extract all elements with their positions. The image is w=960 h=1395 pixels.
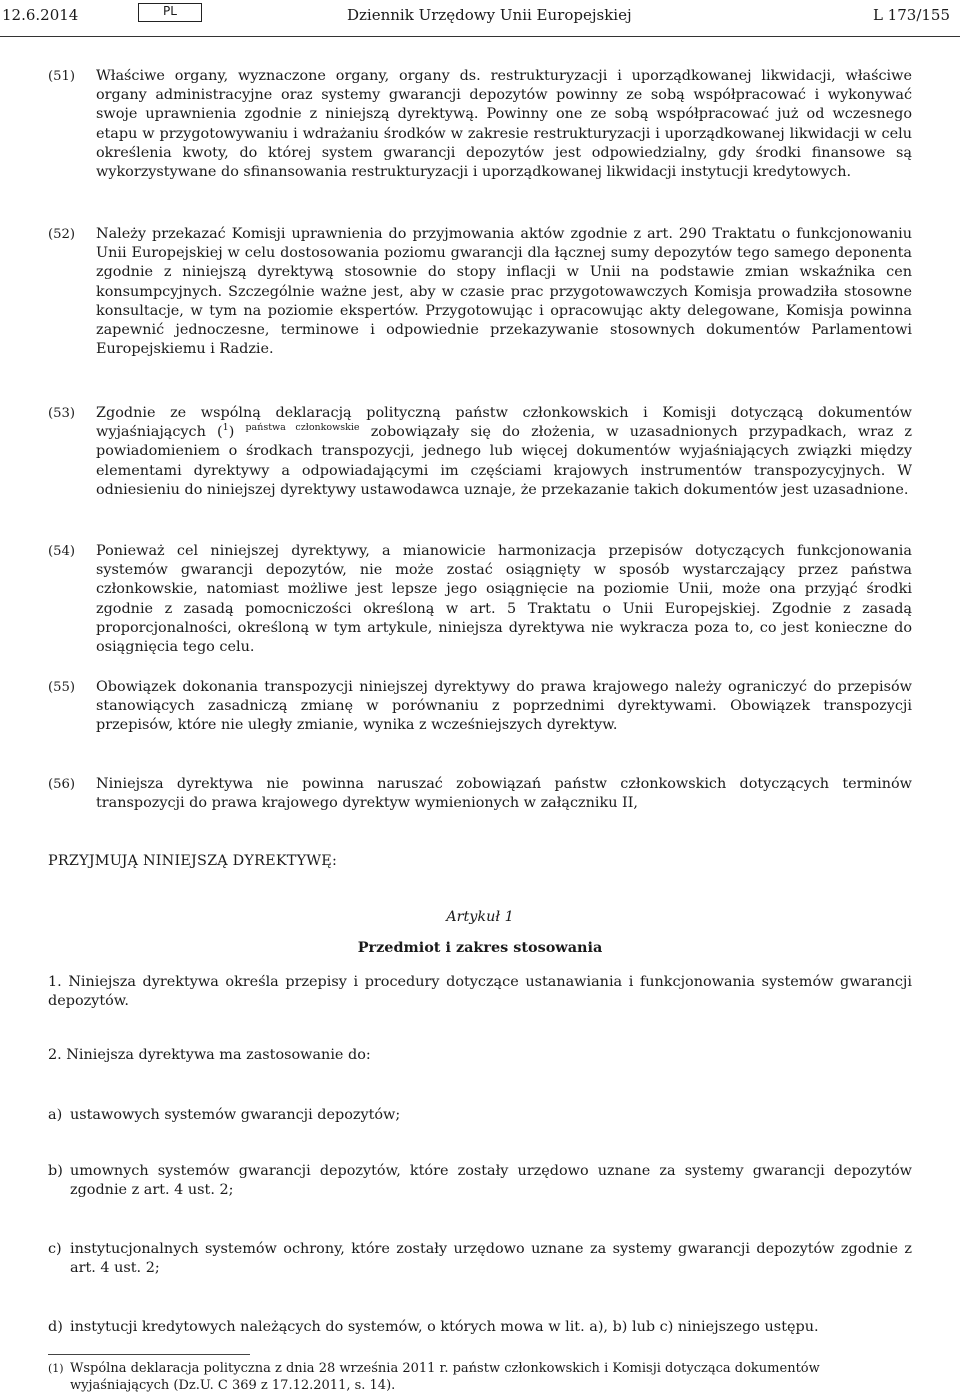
list-item-d — [48, 1318, 912, 1337]
list-item-a — [48, 1106, 912, 1125]
recital-number: (54) — [48, 544, 76, 559]
footnote-rule — [48, 1354, 250, 1355]
list-item-c — [48, 1240, 912, 1278]
superscript-insertion: państwa członkowskie — [245, 422, 360, 434]
recital-51 — [48, 67, 912, 182]
recital-number: (53) — [48, 406, 76, 421]
list-item-text: instytucjonalnych systemów ochrony, które zostały urzędowo uznane za systemy gwarancji depozytów zgodnie z art. 4 ust. 2; — [70, 1241, 912, 1277]
list-item-text: ustawowych systemów gwarancji depozytów; — [70, 1107, 401, 1123]
list-item-label: a) — [48, 1107, 63, 1123]
language-badge: PL — [138, 3, 202, 22]
recital-text: Należy przekazać Komisji uprawnienia do przyjmowania aktów zgodnie z art. 290 Traktatu o funkcjonowaniu Unii Europejskiej w celu dostosowania poziomu gwarancji dla łącznej sumy depozytów tego samego deponenta zgodnie z niniejszą dyrektywą stosownie do stopy inflacji w Unii na podstawie zmian wskaźnika cen konsumpcyjnych. Szczególnie ważne jest, aby w czasie prac przygotowawczych Komisja prowadziła stosowne konsultacje, w tym na poziomie ekspertów. Przygotowując i opracowując akty delegowane, Komisja powinna zapewnić jednoczesne, terminowe i odpowiednie przekazywanie stosownych dokumentów Parlamentowi Europejskiemu i Radzie. — [96, 226, 912, 358]
article-title: Artykuł 1 — [446, 909, 514, 925]
recital-text-rest: zobowiązały się do złożenia, w uzasadnionych przypadkach, wraz z powiadomieniem o środkach transpozycji, jednego lub więcej dokumentów wyjaśniających związki między elementami dyrektywy a odpowiadającymi im częściami krajowych instrumentów transpozycyjnych. W odniesieniu do niniejszej dyrektywy ustawodawca uznaje, że przekazanie takich dokumentów jest uzasadnione. — [96, 424, 913, 498]
recital-number: (56) — [48, 777, 76, 792]
journal-title: Dziennik Urzędowy Unii Europejskiej — [347, 6, 632, 24]
recital-text: Niniejsza dyrektywa nie powinna naruszać zobowiązań państw członkowskich dotyczących terminów transpozycji do prawa krajowego dyrektyw wymienionych w załączniku II, — [96, 776, 912, 812]
recital-54 — [48, 542, 912, 657]
list-item-text: umownych systemów gwarancji depozytów, które zostały urzędowo uznane za systemy gwarancji depozytów zgodnie z art. 4 ust. 2; — [70, 1163, 912, 1199]
adoption-formula: PRZYJMUJĄ NINIEJSZĄ DYREKTYWĘ: — [48, 853, 338, 869]
recital-text-start: Zgodnie ze wspólną deklaracją polityczną państw członkowskich i Komisji dotyczącą dokumentów wyjaśniających ( — [96, 405, 912, 441]
footnote-mark: (1) — [48, 1362, 64, 1375]
recital-text: Ponieważ cel niniejszej dyrektywy, a mianowicie harmonizacja przepisów dotyczących funkcjonowania systemów gwarancji depozytów, nie może zostać osiągnięty w sposób wystarczający przez państwa członkowskie, natomiast możliwe jest lepsze jego osiągnięcie na poziomie Unii, może ona przyjąć środki zgodnie z zasadą pomocniczości określoną w art. 5 Traktatu o Unii Europejskiej. Zgodnie z zasadą proporcjonalności, określoną w tym artykule, niniejsza dyrektywa nie wykracza poza to, co jest konieczne do osiągnięcia tego celu. — [96, 543, 912, 656]
recital-number: (55) — [48, 680, 76, 695]
list-item-label: d) — [48, 1319, 63, 1335]
page-header — [0, 3, 960, 25]
article-paragraph-1: 1. Niniejsza dyrektywa określa przepisy i procedury dotyczące ustanawiania i funkcjonowania systemów gwarancji depozytów. — [48, 974, 912, 1010]
recital-text: Właściwe organy, wyznaczone organy, organy ds. restrukturyzacji i uporządkowanej likwidacji, właściwe organy administracyjne oraz systemy gwarancji depozytów powinny ze sobą współpracować i wykonywać swoje uprawnienia zgodnie z niniejszą dyrektywą. Powinny one ze sobą współpracować już od wczesnego etapu w przygotowywaniu i wdrażaniu środków w zakresie restrukturyzacji i uporządkowanej likwidacji w celu określenia kwoty, do której system gwarancji depozytów jest odpowiedzialny, gdy środki finansowe są wykorzystywane do sfinansowania restrukturyzacji i uporządkowanej likwidacji instytucji kredytowych. — [96, 68, 912, 181]
recital-number: (52) — [48, 227, 76, 242]
recital-number: (51) — [48, 69, 76, 84]
publication-date: 12.6.2014 — [2, 6, 79, 24]
list-item-text: instytucji kredytowych należących do systemów, o których mowa w lit. a), b) lub c) niniejszego ustępu. — [70, 1319, 819, 1335]
recital-52 — [48, 225, 912, 359]
footnote-text: Wspólna deklaracja polityczna z dnia 28 września 2011 r. państw członkowskich i Komisji dotycząca dokumentów wyjaśniających (Dz.U. C 369 z 17.12.2011, s. 14). — [70, 1361, 820, 1393]
list-item-b — [48, 1162, 912, 1200]
recital-53 — [48, 404, 912, 500]
footnote — [48, 1360, 912, 1394]
recital-56 — [48, 775, 912, 813]
article-heading: Przedmiot i zakres stosowania — [357, 939, 603, 956]
recital-text — [96, 404, 912, 500]
header-rule — [0, 36, 960, 37]
article-paragraph-2: 2. Niniejsza dyrektywa ma zastosowanie do: — [48, 1047, 371, 1063]
footnote-reference[interactable]: 1 — [222, 422, 229, 434]
recital-text: Obowiązek dokonania transpozycji niniejszej dyrektywy do prawa krajowego należy ograniczyć do przepisów stanowiących zasadniczą zmianę w porównaniu z poprzednimi dyrektywami. Obowiązek transpozycji przepisów, które nie uległy zmianie, wynika z wcześniejszych dyrektyw. — [96, 679, 912, 734]
list-item-label: b) — [48, 1163, 63, 1179]
recital-55 — [48, 678, 912, 736]
page-reference: L 173/155 — [872, 6, 950, 24]
list-item-label: c) — [48, 1241, 62, 1257]
recital-text-paren: ) — [228, 424, 246, 441]
